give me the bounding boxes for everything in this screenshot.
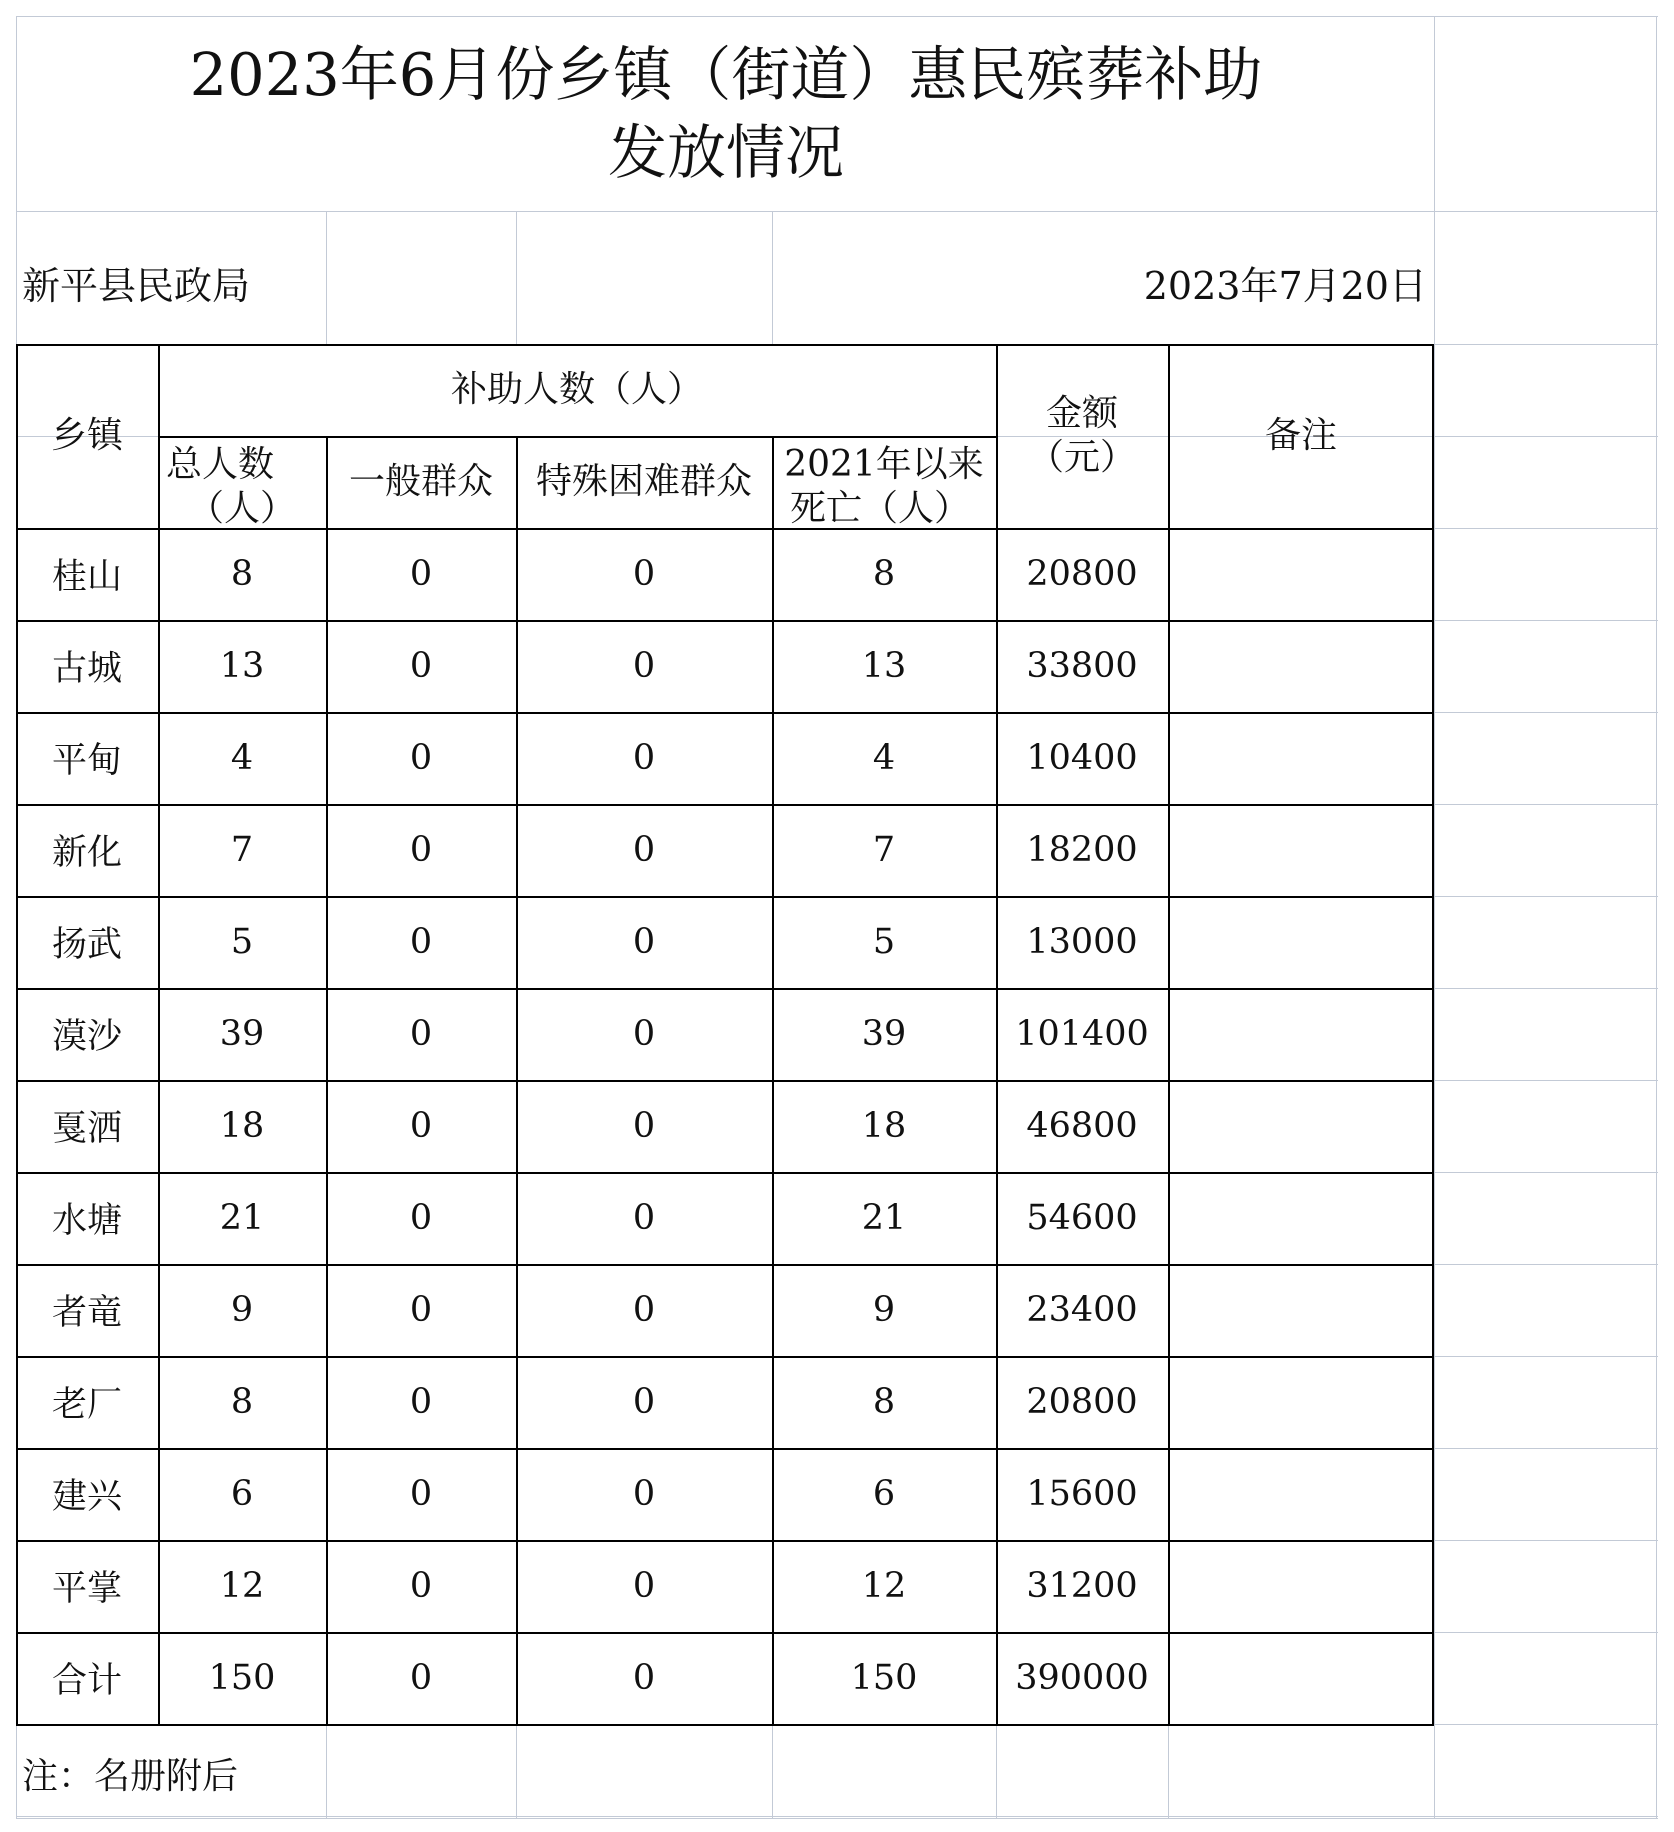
cell-special: 0 xyxy=(632,1198,656,1238)
cell-remarks xyxy=(1168,804,1434,896)
cell-total: 12 xyxy=(219,1566,265,1606)
cell-general: 0 xyxy=(409,922,433,962)
cell-general: 0 xyxy=(409,1474,433,1514)
gridline-v xyxy=(1434,16,1435,1818)
cell-total: 5 xyxy=(230,922,254,962)
cell-amount: 20800 xyxy=(1026,1382,1138,1422)
cell-town: 桂山 xyxy=(51,557,122,597)
cell-town: 老厂 xyxy=(51,1385,122,1425)
cell-town: 戛洒 xyxy=(51,1109,122,1149)
header-town: 乡镇 xyxy=(50,415,123,456)
gridline-v xyxy=(1168,1724,1169,1818)
cell-total: 18 xyxy=(219,1106,265,1146)
gridline-v xyxy=(516,1724,517,1818)
cell-remarks xyxy=(1168,1356,1434,1448)
cell-since2021: 18 xyxy=(861,1106,907,1146)
cell-amount: 101400 xyxy=(1015,1014,1149,1054)
cell-general: 0 xyxy=(409,646,433,686)
gridline-v xyxy=(326,1724,327,1818)
cell-remarks xyxy=(1168,528,1434,620)
cell-town: 水塘 xyxy=(51,1201,122,1241)
cell-total: 150 xyxy=(208,1658,276,1698)
cell-remarks xyxy=(1168,1632,1434,1724)
gridline-v xyxy=(772,1724,773,1818)
cell-special: 0 xyxy=(632,1566,656,1606)
issuing-organization: 新平县民政局 xyxy=(22,263,251,308)
cell-town: 古城 xyxy=(51,649,122,689)
cell-town: 平甸 xyxy=(51,741,122,781)
cell-remarks xyxy=(1168,620,1434,712)
header-subsidy-group: 补助人数（人） xyxy=(450,369,703,410)
cell-town: 合计 xyxy=(51,1661,122,1701)
cell-since2021: 12 xyxy=(861,1566,907,1606)
cell-total: 8 xyxy=(230,554,254,594)
cell-since2021: 9 xyxy=(872,1290,896,1330)
cell-total: 6 xyxy=(230,1474,254,1514)
gridline-v xyxy=(996,1724,997,1818)
cell-general: 0 xyxy=(409,1290,433,1330)
cell-special: 0 xyxy=(632,1474,656,1514)
cell-general: 0 xyxy=(409,738,433,778)
cell-since2021: 7 xyxy=(872,830,896,870)
cell-amount: 33800 xyxy=(1026,646,1138,686)
cell-general: 0 xyxy=(409,1658,433,1698)
cell-general: 0 xyxy=(409,554,433,594)
cell-amount: 23400 xyxy=(1026,1290,1138,1330)
gridline-v xyxy=(326,211,327,344)
cell-remarks xyxy=(1168,896,1434,988)
cell-since2021: 6 xyxy=(872,1474,896,1514)
cell-since2021: 8 xyxy=(872,1382,896,1422)
cell-special: 0 xyxy=(632,738,656,778)
header-remarks: 备注 xyxy=(1264,415,1337,456)
cell-total: 4 xyxy=(230,738,254,778)
report-date: 2023年7月20日 xyxy=(1143,263,1427,308)
header-since-2021: 2021年以来 死亡（人） xyxy=(784,444,984,529)
cell-town: 漠沙 xyxy=(51,1017,122,1057)
cell-general: 0 xyxy=(409,1566,433,1606)
cell-general: 0 xyxy=(409,1106,433,1146)
cell-total: 13 xyxy=(219,646,265,686)
header-amount: 金额 （元） xyxy=(1027,393,1136,478)
cell-special: 0 xyxy=(632,830,656,870)
cell-amount: 18200 xyxy=(1026,830,1138,870)
cell-amount: 46800 xyxy=(1026,1106,1138,1146)
cell-special: 0 xyxy=(632,1382,656,1422)
gridline-h xyxy=(16,211,1658,212)
page-title xyxy=(16,16,1436,211)
header-special: 特殊困难群众 xyxy=(535,461,752,502)
cell-special: 0 xyxy=(632,1658,656,1698)
cell-remarks xyxy=(1168,988,1434,1080)
cell-amount: 13000 xyxy=(1026,922,1138,962)
gridline-v xyxy=(1656,16,1657,1818)
cell-total: 8 xyxy=(230,1382,254,1422)
cell-amount: 10400 xyxy=(1026,738,1138,778)
cell-town: 平掌 xyxy=(51,1569,122,1609)
cell-general: 0 xyxy=(409,1198,433,1238)
gridline-h xyxy=(16,1816,1658,1817)
table-border xyxy=(16,1724,1434,1726)
cell-since2021: 13 xyxy=(861,646,907,686)
cell-amount: 390000 xyxy=(1015,1658,1149,1698)
gridline-v xyxy=(516,211,517,344)
cell-total: 21 xyxy=(219,1198,265,1238)
cell-special: 0 xyxy=(632,554,656,594)
cell-since2021: 5 xyxy=(872,922,896,962)
cell-remarks xyxy=(1168,1264,1434,1356)
gridline-h xyxy=(16,1818,1658,1819)
title-line-2: 发放情况 xyxy=(607,117,844,187)
cell-general: 0 xyxy=(409,1382,433,1422)
cell-town: 新化 xyxy=(51,833,122,873)
cell-remarks xyxy=(1168,1080,1434,1172)
cell-amount: 31200 xyxy=(1026,1566,1138,1606)
header-total: 总人数 （人） xyxy=(166,444,296,529)
header-general: 一般群众 xyxy=(348,461,493,502)
cell-remarks xyxy=(1168,1540,1434,1632)
cell-remarks xyxy=(1168,1448,1434,1540)
cell-amount: 20800 xyxy=(1026,554,1138,594)
cell-amount: 54600 xyxy=(1026,1198,1138,1238)
title-line-1: 2023年6月份乡镇（街道）惠民殡葬补助 xyxy=(189,39,1263,109)
cell-special: 0 xyxy=(632,922,656,962)
cell-remarks xyxy=(1168,1172,1434,1264)
cell-town: 建兴 xyxy=(51,1477,122,1517)
cell-amount: 15600 xyxy=(1026,1474,1138,1514)
cell-special: 0 xyxy=(632,646,656,686)
cell-since2021: 150 xyxy=(850,1658,918,1698)
cell-since2021: 4 xyxy=(872,738,896,778)
cell-general: 0 xyxy=(409,1014,433,1054)
cell-total: 9 xyxy=(230,1290,254,1330)
footer-note: 注：名册附后 xyxy=(22,1755,239,1797)
cell-since2021: 21 xyxy=(861,1198,907,1238)
cell-remarks xyxy=(1168,712,1434,804)
cell-total: 39 xyxy=(219,1014,265,1054)
cell-town: 扬武 xyxy=(51,925,122,965)
cell-town: 者竜 xyxy=(51,1293,122,1333)
cell-special: 0 xyxy=(632,1106,656,1146)
cell-general: 0 xyxy=(409,830,433,870)
cell-since2021: 8 xyxy=(872,554,896,594)
cell-special: 0 xyxy=(632,1014,656,1054)
cell-total: 7 xyxy=(230,830,254,870)
cell-special: 0 xyxy=(632,1290,656,1330)
gridline-v xyxy=(772,211,773,344)
cell-since2021: 39 xyxy=(861,1014,907,1054)
